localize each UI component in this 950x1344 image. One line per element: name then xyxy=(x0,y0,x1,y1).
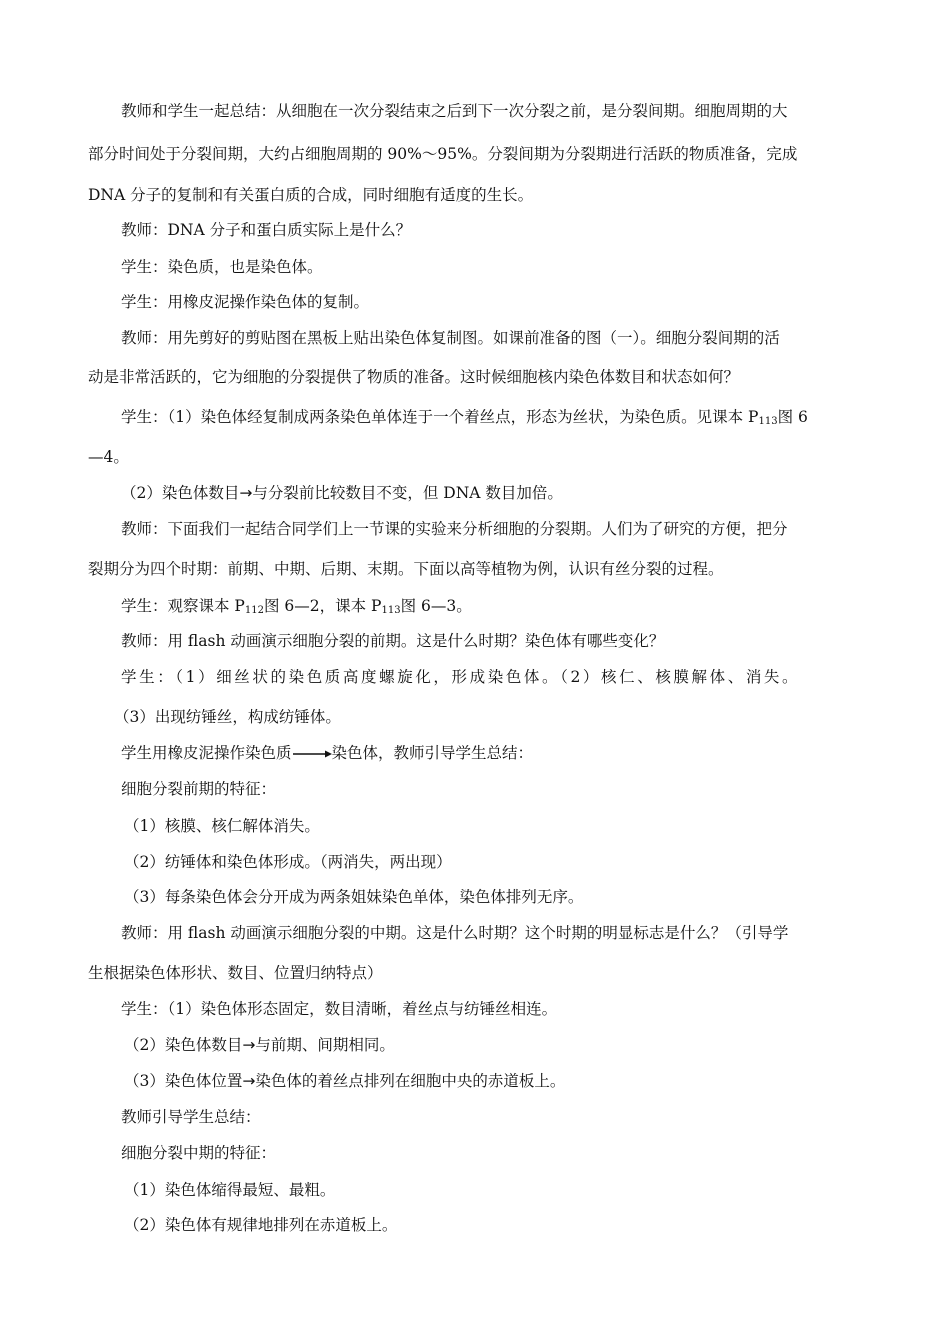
paragraph-line: （3）每条染色体会分开成为两条姐妹染色单体，染色体排列无序。 xyxy=(124,888,584,906)
paragraph-line: 学生：（1）细丝状的染色质高度螺旋化，形成染色体。（2）核仁、核膜解体、消失。 xyxy=(121,668,801,686)
paragraph-line: 动是非常活跃的，它为细胞的分裂提供了物质的准备。这时候细胞核内染色体数目和状态如何？ xyxy=(88,368,740,386)
paragraph-line: 教师引导学生总结： xyxy=(121,1108,261,1126)
arrow-icon: → xyxy=(242,1072,256,1090)
paragraph-line: —4。 xyxy=(88,448,129,466)
long-arrow-icon xyxy=(292,749,332,759)
paragraph-line: 教师：DNA 分子和蛋白质实际上是什么？ xyxy=(121,221,412,239)
paragraph-line: 学生：染色质，也是染色体。 xyxy=(121,258,323,276)
paragraph-line: 教师：下面我们一起结合同学们上一节课的实验来分析细胞的分裂期。人们为了研究的方便，把分 xyxy=(121,520,788,538)
paragraph-line: DNA 分子的复制和有关蛋白质的合成，同时细胞有适度的生长。 xyxy=(88,186,534,204)
arrow-icon: → xyxy=(242,1036,256,1054)
paragraph-line: 教师和学生一起总结：从细胞在一次分裂结束之后到下一次分裂之前，是分裂间期。细胞周期的大 xyxy=(121,102,788,120)
paragraph-line: 学生：观察课本 $P_{112}$图 6—2，课本 $P_{113}$图 6—3。 xyxy=(121,597,472,616)
paragraph-line: （1）核膜、核仁解体消失。 xyxy=(124,817,320,835)
paragraph-line: 裂期分为四个时期：前期、中期、后期、末期。下面以高等植物为例，认识有丝分裂的过程。 xyxy=(88,560,724,578)
paragraph-line: 教师：用 flash 动画演示细胞分裂的中期。这是什么时期？这个时期的明显标志是什么？（引导学 xyxy=(121,924,789,942)
paragraph-line: 学生：（1）染色体经复制成两条染色单体连于一个着丝点，形态为丝状，为染色质。见课本 $P_{113}$图 6 xyxy=(121,408,808,427)
paragraph-line: （2）染色体数目→与分裂前比较数目不变，但 DNA 数目加倍。 xyxy=(121,484,563,502)
paragraph-line: 部分时间处于分裂间期，大约占细胞周期的 90%～95%。分裂间期为分裂期进行活跃的物质准备，完成 xyxy=(88,145,798,163)
paragraph-line: 生根据染色体形状、数目、位置归纳特点） xyxy=(88,964,383,982)
paragraph-line: （2）纺锤体和染色体形成。（两消失，两出现） xyxy=(124,853,452,871)
paragraph-line: 教师：用 flash 动画演示细胞分裂的前期。这是什么时期？染色体有哪些变化？ xyxy=(121,632,665,650)
paragraph-line: 学生：用橡皮泥操作染色体的复制。 xyxy=(121,293,370,311)
paragraph-line: （3）出现纺锤丝，构成纺锤体。 xyxy=(114,708,341,726)
paragraph-line: 细胞分裂中期的特征： xyxy=(121,1144,277,1162)
paragraph-line: 细胞分裂前期的特征： xyxy=(121,780,277,798)
paragraph-line: 教师：用先剪好的剪贴图在黑板上贴出染色体复制图。如课前准备的图（一）。细胞分裂间期的活 xyxy=(121,329,780,347)
paragraph-line: （2）染色体有规律地排列在赤道板上。 xyxy=(124,1216,398,1234)
paragraph-line: 学生用橡皮泥操作染色质 染色体，教师引导学生总结： xyxy=(121,744,534,762)
paragraph-line: （3）染色体位置→染色体的着丝点排列在细胞中央的赤道板上。 xyxy=(124,1072,566,1090)
paragraph-line: （1）染色体缩得最短、最粗。 xyxy=(124,1181,336,1199)
paragraph-line: （2）染色体数目→与前期、间期相同。 xyxy=(124,1036,395,1054)
arrow-icon: → xyxy=(239,484,253,502)
paragraph-line: 学生：（1）染色体形态固定，数目清晰，着丝点与纺锤丝相连。 xyxy=(121,1000,558,1018)
